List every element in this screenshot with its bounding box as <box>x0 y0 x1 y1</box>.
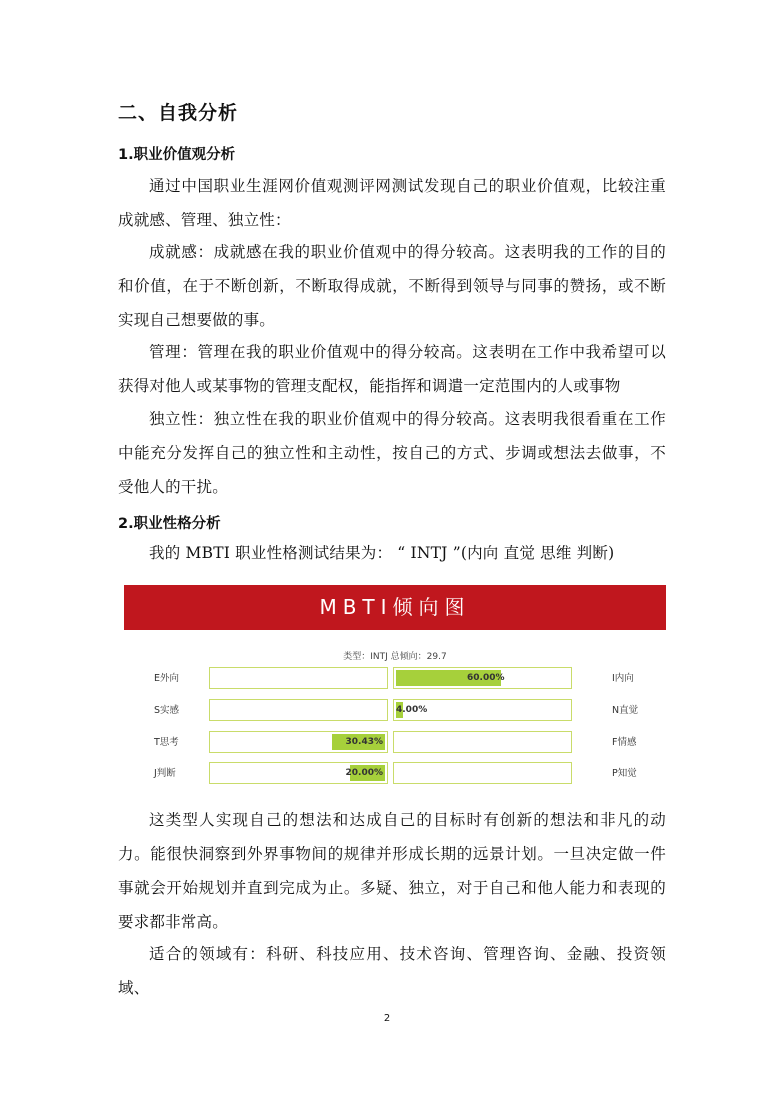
mbti-right-label: I内向 <box>612 673 634 684</box>
subsection-title-values: 1.职业价值观分析 <box>118 147 236 163</box>
paragraph: 独立性：独立性在我的职业价值观中的得分较高。这表明我很看重在工作中能充分发挥自己的独立性和主动性，按自己的方式、步调或想法去做事，不受他人的干扰。 <box>118 410 666 496</box>
mbti-left-label: E外向 <box>154 673 180 684</box>
mbti-left-box <box>209 699 388 721</box>
mbti-bar-value: 30.43% <box>345 737 383 747</box>
mbti-row <box>124 731 666 755</box>
mbti-bar-value: 60.00% <box>467 673 505 683</box>
mbti-row <box>124 699 666 723</box>
paragraph: 管理：管理在我的职业价值观中的得分较高。这表明在工作中我希望可以获得对他人或某事物的管理支配权，能指挥和调遣一定范围内的人或事物 <box>118 343 666 395</box>
page-number: 2 <box>383 1013 391 1024</box>
mbti-right-box <box>393 731 572 753</box>
mbti-chart <box>124 585 666 797</box>
subsection-title-personality: 2.职业性格分析 <box>118 516 221 532</box>
section-title: 二、自我分析 <box>118 102 239 124</box>
mbti-left-box <box>209 731 388 753</box>
mbti-bar-value: 20.00% <box>345 768 383 778</box>
paragraph: 通过中国职业生涯网价值观测评网测试发现自己的职业价值观，比较注重成就感、管理、独立性： <box>118 177 666 229</box>
mbti-row <box>124 762 666 786</box>
mbti-right-label: P知觉 <box>612 768 637 779</box>
mbti-left-label: S实感 <box>154 705 180 716</box>
mbti-chart-title: MBTI倾向图 <box>124 585 666 630</box>
paragraph: 适合的领域有：科研、科技应用、技术咨询、管理咨询、金融、投资领域、 <box>118 945 666 997</box>
mbti-right-box <box>393 699 572 721</box>
mbti-left-label: T思考 <box>154 737 179 748</box>
mbti-left-box <box>209 667 388 689</box>
mbti-row <box>124 667 666 691</box>
paragraph-mbti-result: 我的 MBTI 职业性格测试结果为： “ INTJ ”(内向 直觉 思维 判断) <box>149 544 615 562</box>
mbti-left-box <box>209 762 388 784</box>
mbti-left-label: J判断 <box>154 768 176 779</box>
mbti-right-label: N直觉 <box>612 705 639 716</box>
mbti-right-label: F情感 <box>612 737 637 748</box>
paragraph: 成就感：成就感在我的职业价值观中的得分较高。这表明我的工作的目的和价值，在于不断创新，不断取得成就，不断得到领导与同事的赞扬，或不断实现自己想要做的事。 <box>118 243 666 329</box>
mbti-bar-value: 4.00% <box>396 705 428 715</box>
mbti-right-box <box>393 667 572 689</box>
mbti-right-box <box>393 762 572 784</box>
mbti-summary: 类型：INTJ 总倾向：29.7 <box>343 652 447 662</box>
paragraph: 这类型人实现自己的想法和达成自己的目标时有创新的想法和非凡的动力。能很快洞察到外界事物间的规律并形成长期的远景计划。一旦决定做一件事就会开始规划并直到完成为止。多疑、独立，对于自己和他人能力和表现的要求都非常高。 <box>118 811 666 931</box>
